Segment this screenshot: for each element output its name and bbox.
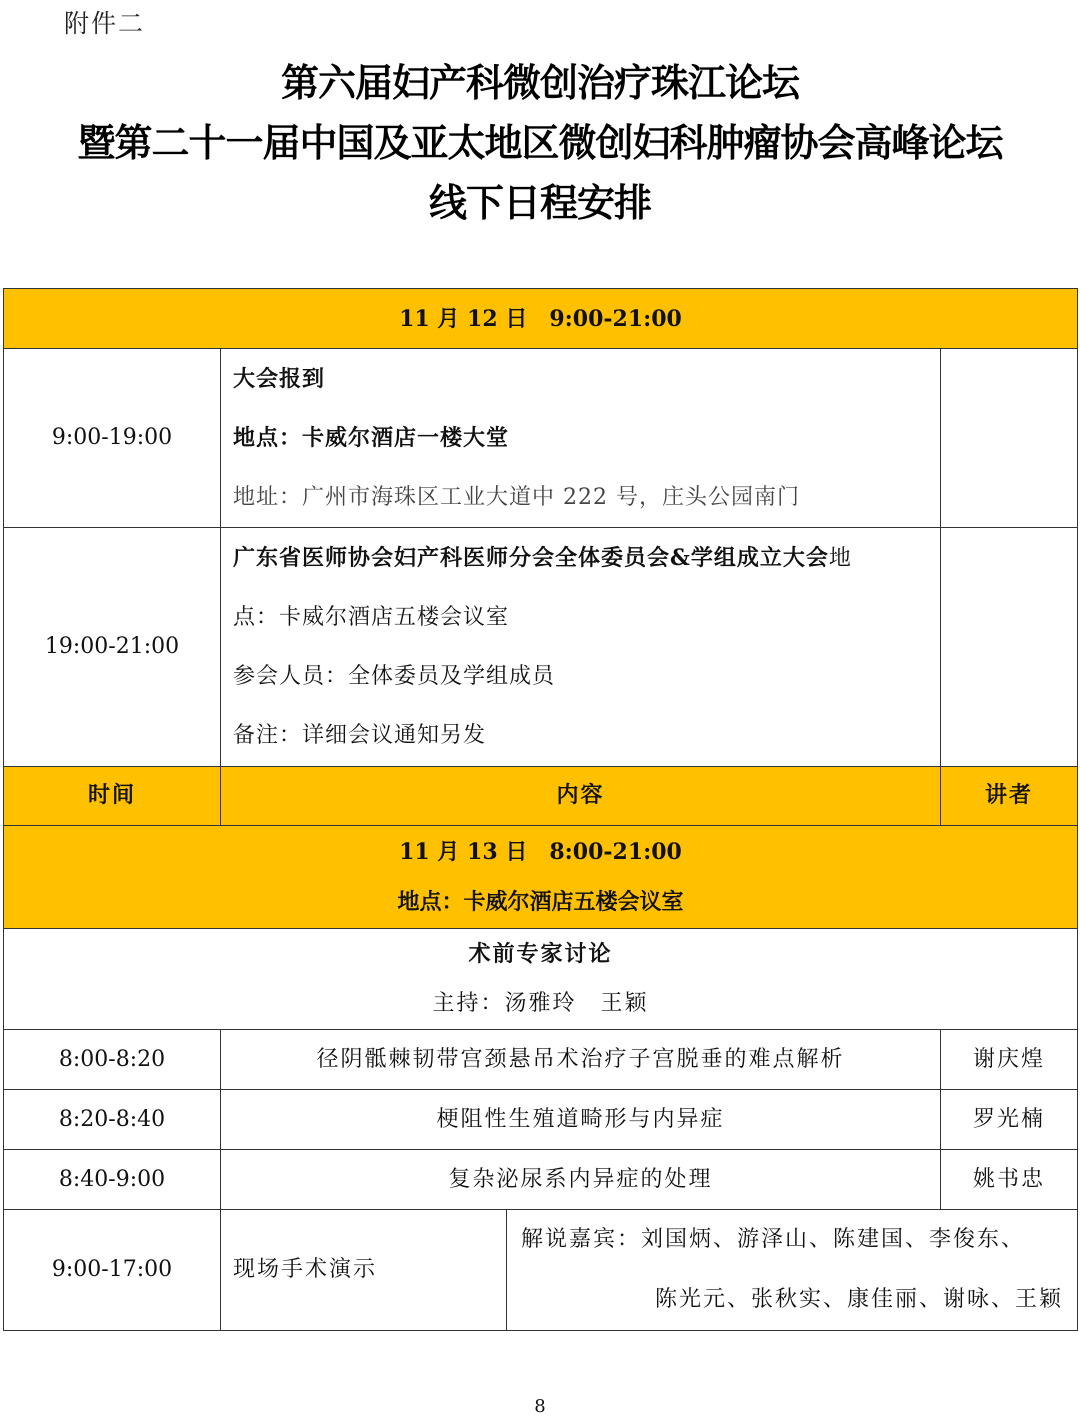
document-title-line1: 第六届妇产科微创治疗珠江论坛 <box>280 61 799 105</box>
time-cell: 8:20-8:40 <box>4 1090 221 1150</box>
speaker-cell: 罗光楠 <box>941 1090 1078 1150</box>
table-row <box>4 1150 1078 1210</box>
table-row <box>4 349 1078 528</box>
surgery-label-cell: 现场手术演示 <box>221 1210 507 1331</box>
day2-location: 地点：卡威尔酒店五楼会议室 <box>397 889 684 915</box>
column-header-speaker: 讲者 <box>941 767 1078 826</box>
table-row <box>4 1210 1078 1331</box>
annex-label: 附件二 <box>64 9 146 38</box>
guests-line2: 陈光元、张秋实、康佳丽、谢咏、王颖 <box>654 1287 1063 1312</box>
day1-header-row <box>4 289 1078 349</box>
section-title: 术前专家讨论 <box>468 941 613 967</box>
table-row <box>4 528 1078 767</box>
committee-meeting-location: 点：卡威尔酒店五楼会议室 <box>233 605 510 630</box>
registration-address: 地址：广州市海珠区工业大道中 222 号，庄头公园南门 <box>233 484 800 510</box>
time-cell: 9:00-17:00 <box>4 1210 221 1331</box>
time-cell: 8:00-8:20 <box>4 1030 221 1090</box>
document-title-line3: 线下日程安排 <box>428 181 651 225</box>
day2-date: 11 月 13 日 8:00-21:00 <box>399 839 682 865</box>
speaker-cell <box>941 349 1078 528</box>
column-header-time: 时间 <box>4 767 221 826</box>
registration-location: 地点：卡威尔酒店一楼大堂 <box>233 424 510 451</box>
day2-header <box>4 826 1078 929</box>
committee-meeting-note: 备注：详细会议通知另发 <box>233 723 487 748</box>
committee-meeting-attendees: 参会人员：全体委员及学组成员 <box>233 664 556 689</box>
content-cell <box>221 528 941 767</box>
time-cell: 19:00-21:00 <box>4 528 221 767</box>
day1-header: 11 月 12 日 9:00-21:00 <box>4 289 1078 349</box>
committee-meeting-title: 广东省医师协会妇产科医师分会全体委员会&学组成立大会地 <box>233 545 852 571</box>
table-row <box>4 1090 1078 1150</box>
speaker-cell <box>941 528 1078 767</box>
day2-header-row <box>4 826 1078 929</box>
section-cell <box>4 929 1078 1030</box>
page-number: 8 <box>534 1396 546 1417</box>
topic-cell: 径阴骶棘韧带宫颈悬吊术治疗子宫脱垂的难点解析 <box>221 1030 941 1090</box>
speaker-cell: 谢庆煌 <box>941 1030 1078 1090</box>
column-header-content: 内容 <box>221 767 941 826</box>
document-title-line2: 暨第二十一届中国及亚太地区微创妇科肿瘤协会高峰论坛 <box>77 121 1003 165</box>
topic-cell: 复杂泌尿系内异症的处理 <box>221 1150 941 1210</box>
table-row <box>4 1030 1078 1090</box>
schedule-table <box>3 288 1078 1331</box>
section-host: 主持：汤雅玲 王颖 <box>432 991 649 1016</box>
column-header-row <box>4 767 1078 826</box>
section-row <box>4 929 1078 1030</box>
topic-cell: 梗阻性生殖道畸形与内异症 <box>221 1090 941 1150</box>
registration-title: 大会报到 <box>233 365 326 392</box>
guests-cell <box>507 1210 1078 1331</box>
guests-line1: 解说嘉宾：刘国炳、游泽山、陈建国、李俊东、 <box>521 1227 1026 1252</box>
content-cell <box>221 349 941 528</box>
time-cell: 8:40-9:00 <box>4 1150 221 1210</box>
time-cell: 9:00-19:00 <box>4 349 221 528</box>
speaker-cell: 姚书忠 <box>941 1150 1078 1210</box>
